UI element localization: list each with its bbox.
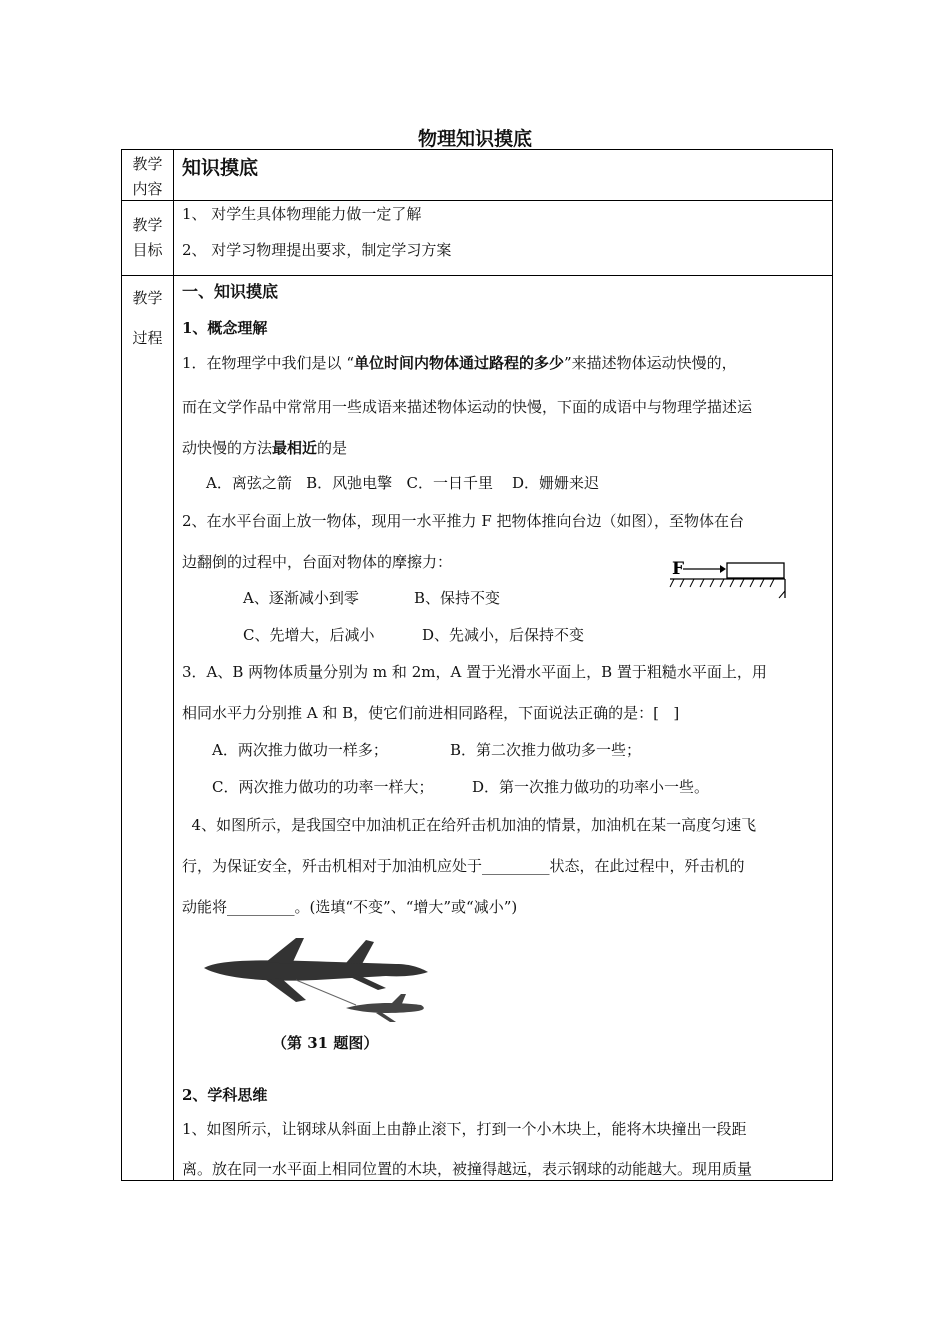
ground-hatching — [670, 579, 785, 598]
goal-item: 1、 对学生具体物理能力做一定了解 — [182, 205, 422, 223]
subsection-heading: 1、概念理解 — [182, 319, 268, 337]
aircraft-refueling-image — [196, 930, 446, 1030]
question-4-line: 4、如图所示，是我国空中加油机正在给歼击机加油的情景，加油机在某一高度匀速飞 — [182, 816, 757, 834]
force-label: F — [672, 559, 685, 579]
tanker-aircraft — [204, 938, 428, 1002]
question-2-option-a: A、逐渐减小到零 — [243, 589, 359, 607]
page-title: 物理知识摸底 — [417, 128, 532, 150]
question-3-line: 3．A、B 两物体质量分别为 m 和 2m，A 置于光滑水平面上，B 置于粗糙水平面上，用 — [182, 663, 767, 681]
question-4-line: 行，为保证安全，歼击机相对于加油机应处于_________状态，在此过程中，歼击机的 — [182, 857, 745, 875]
section-heading: 一、知识摸底 — [182, 282, 279, 301]
question-2-line: 边翻倒的过程中，台面对物体的摩擦力： — [182, 553, 453, 571]
question-1-line: 而在文学作品中常常用一些成语来描述物体运动的快慢，下面的成语中与物理学描述运 — [182, 398, 753, 416]
thinking-question-line: 1、如图所示，让钢球从斜面上由静止滚下，打到一个小木块上，能将木块撞出一段距 — [182, 1120, 747, 1138]
row-divider — [122, 275, 832, 276]
question-2-option-d: D、先减小，后保持不变 — [422, 626, 585, 644]
table-edge-figure — [668, 556, 790, 604]
fighter-jet — [346, 994, 424, 1022]
question-3-option-d: D．第一次推力做功的功率小一些。 — [472, 778, 710, 796]
refuel-hose — [296, 980, 356, 1005]
question-4-line: 动能将_________。(选填“不变”、“增大”或“减小”) — [182, 898, 518, 916]
question-3-option-b: B．第二次推力做功多一些； — [450, 741, 642, 759]
lesson-table — [121, 149, 833, 1181]
question-3-option-c: C．两次推力做功的功率一样大； — [212, 778, 434, 796]
row-label-goals: 教学 目标 — [132, 216, 163, 259]
block-shape — [727, 563, 784, 578]
lesson-content-title: 知识摸底 — [182, 157, 259, 179]
subsection-heading: 2、学科思维 — [182, 1086, 268, 1104]
thinking-question-line: 离。放在同一水平面上相同位置的木块，被撞得越远，表示钢球的动能越大。现用质量 — [182, 1160, 753, 1178]
row-divider — [122, 200, 832, 201]
figure-caption: （第 31 题图） — [272, 1034, 379, 1052]
column-divider — [173, 150, 174, 1180]
question-2-line: 2、在水平台面上放一物体，现用一水平推力 F 把物体推向台边（如图），至物体在台 — [182, 512, 744, 530]
question-1-line: 1．在物理学中我们是以 “单位时间内物体通过路程的多少”来描述物体运动快慢的， — [182, 354, 737, 372]
question-2-option-c: C、先增大，后减小 — [243, 626, 375, 644]
goal-item: 2、 对学习物理提出要求，制定学习方案 — [182, 241, 452, 259]
question-1-options: A．离弦之箭 B．风弛电擎 C．一日千里 D．姗姗来迟 — [206, 474, 600, 492]
question-1-line: 动快慢的方法最相近的是 — [182, 439, 348, 457]
row-label-content: 教学 内容 — [132, 155, 163, 198]
question-3-line: 相同水平力分别推 A 和 B，使它们前进相同路程，下面说法正确的是：[ ] — [182, 704, 680, 722]
question-2-option-b: B、保持不变 — [414, 589, 501, 607]
row-label-process: 教学 过程 — [132, 289, 163, 347]
question-3-option-a: A．两次推力做功一样多； — [212, 741, 388, 759]
arrow-head-icon — [720, 565, 726, 573]
